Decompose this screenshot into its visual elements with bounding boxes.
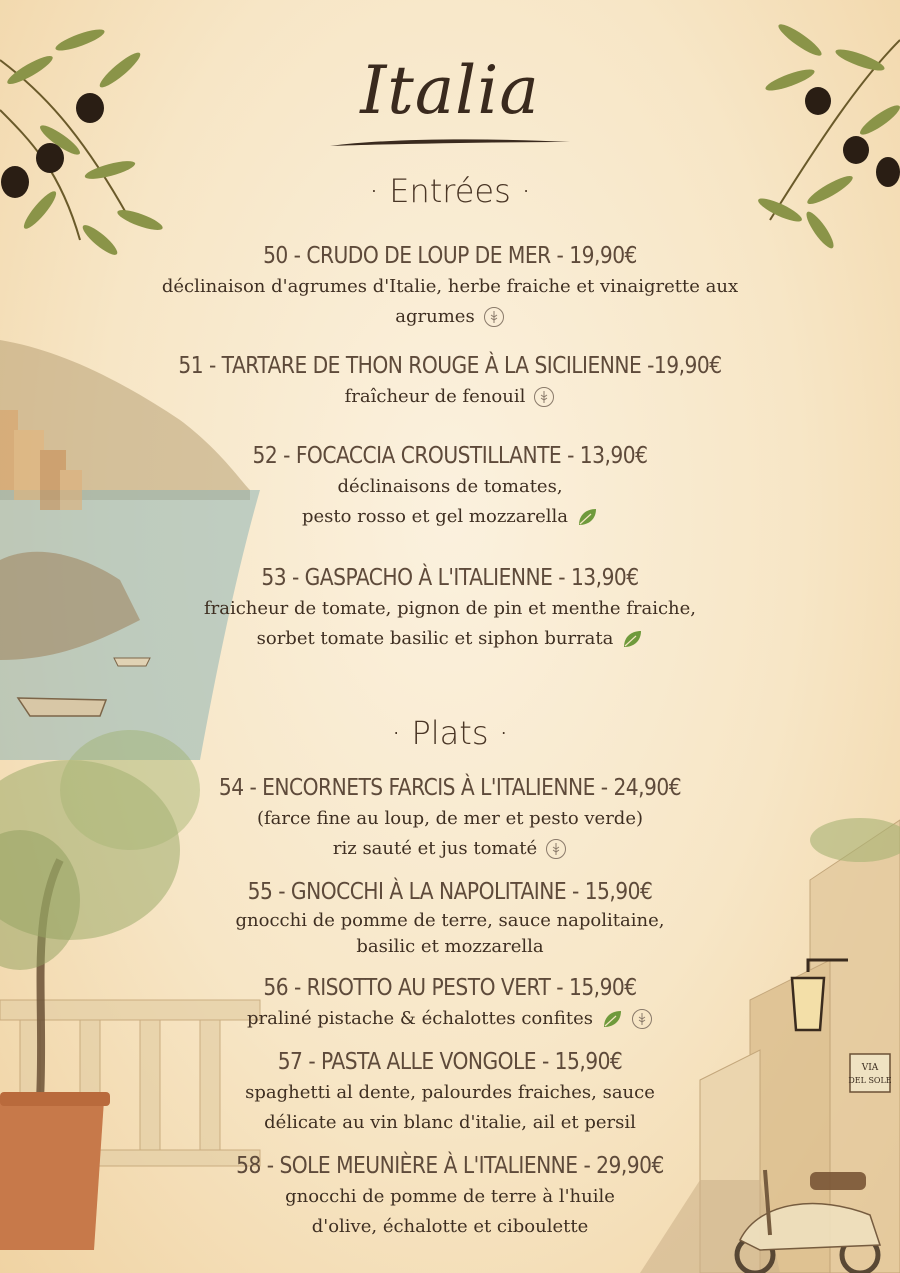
dish-heading: 58 - SOLE MEUNIÈRE À L'ITALIENNE - 29,90€	[236, 1153, 664, 1179]
dish-name: 56 - RISOTTO AU PESTO VERT	[263, 975, 551, 1001]
title-flourish	[330, 136, 570, 150]
dish-name: 58 - SOLE MEUNIÈRE À L'ITALIENNE	[236, 1153, 578, 1179]
dish-description-line: d'olive, échalotte et ciboulette	[311, 1216, 589, 1237]
dish-58	[120, 1150, 780, 1242]
street-sign-line-1: VIA	[861, 1063, 879, 1073]
gluten-free-icon	[483, 306, 505, 328]
dish-description-line: fraîcheur de fenouil	[344, 386, 526, 407]
vegetarian-leaf-icon	[621, 628, 643, 650]
dish-description-line: déclinaison d'agrumes d'Italie, herbe fraiche et vinaigrette aux	[161, 276, 739, 297]
dish-price: 24,90€	[613, 775, 682, 801]
street-sign-line-2: DEL SOLE	[848, 1076, 892, 1085]
dish-56	[120, 972, 780, 1034]
dish-description-line: basilic et mozzarella	[356, 936, 544, 957]
dish-heading: 52 - FOCACCIA CROUSTILLANTE - 13,90€	[252, 443, 648, 469]
vegetarian-leaf-icon	[601, 1008, 623, 1030]
vegetarian-leaf-icon	[576, 506, 598, 528]
dish-price: 19,90€	[569, 243, 637, 269]
dish-52	[120, 440, 780, 532]
dish-name: 55 - GNOCCHI À LA NAPOLITAINE	[247, 879, 567, 905]
dish-price: 15,90€	[554, 1049, 623, 1075]
dish-description	[120, 804, 780, 864]
dish-heading: 56 - RISOTTO AU PESTO VERT - 15,90€	[263, 975, 637, 1001]
dish-description	[120, 382, 780, 412]
dish-description-line: riz sauté et jus tomaté	[332, 838, 538, 859]
dish-name: 53 - GASPACHO À L'ITALIENNE	[261, 565, 553, 591]
dish-heading: 50 - CRUDO DE LOUP DE MER - 19,90€	[263, 243, 637, 269]
dish-description	[120, 908, 780, 960]
dish-heading: 54 - ENCORNETS FARCIS À L'ITALIENNE - 24,90€	[218, 775, 682, 801]
dish-price: 13,90€	[579, 443, 648, 469]
dish-description	[120, 472, 780, 532]
gluten-free-icon	[545, 838, 567, 860]
dish-name: 57 - PASTA ALLE VONGOLE	[277, 1049, 537, 1075]
dish-heading: 55 - GNOCCHI À LA NAPOLITAINE - 15,90€	[247, 879, 653, 905]
gluten-free-icon	[631, 1008, 653, 1030]
dish-57	[120, 1046, 780, 1138]
dish-53	[120, 562, 780, 654]
dish-price: 15,90€	[568, 975, 637, 1001]
dish-description-line: délicate au vin blanc d'italie, ail et persil	[264, 1112, 636, 1133]
dish-heading: 53 - GASPACHO À L'ITALIENNE - 13,90€	[261, 565, 639, 591]
dish-description-line: déclinaisons de tomates,	[337, 476, 563, 497]
dish-description-line: gnocchi de pomme de terre à l'huile	[285, 1186, 615, 1207]
dish-54	[120, 772, 780, 864]
dish-price: 29,90€	[596, 1153, 664, 1179]
dish-description	[120, 1078, 780, 1138]
gluten-free-icon	[533, 386, 555, 408]
dish-price: 13,90€	[570, 565, 639, 591]
dish-name: 52 - FOCACCIA CROUSTILLANTE	[252, 443, 562, 469]
dish-name: 50 - CRUDO DE LOUP DE MER	[263, 243, 551, 269]
dish-description-line: sorbet tomate basilic et siphon burrata	[256, 628, 614, 649]
dish-heading: 51 - TARTARE DE THON ROUGE À LA SICILIENNE -19,90€	[178, 353, 722, 379]
dish-description-line: pesto rosso et gel mozzarella	[301, 506, 569, 527]
dish-price: 15,90€	[584, 879, 653, 905]
section-title-entrees: · Entrées ·	[368, 172, 532, 210]
dish-price: 19,90€	[653, 353, 722, 379]
dish-51	[120, 350, 780, 412]
dish-heading: 57 - PASTA ALLE VONGOLE - 15,90€	[277, 1049, 623, 1075]
menu-title: Italia	[360, 52, 540, 129]
dish-description	[120, 594, 780, 654]
dish-description-line: fraicheur de tomate, pignon de pin et menthe fraiche,	[203, 598, 697, 619]
dish-description-line: agrumes	[395, 306, 475, 327]
dish-name: 51 - TARTARE DE THON ROUGE À LA SICILIENNE	[178, 353, 642, 379]
dish-55	[120, 876, 780, 960]
dish-50	[120, 240, 780, 332]
dish-description	[120, 1182, 780, 1242]
dish-description-line: spaghetti al dente, palourdes fraiches, sauce	[245, 1082, 655, 1103]
dish-description	[120, 1004, 780, 1034]
dish-name: 54 - ENCORNETS FARCIS À L'ITALIENNE	[218, 775, 595, 801]
section-title-plats: · Plats ·	[391, 714, 509, 752]
dish-description-line: (farce fine au loup, de mer et pesto verde)	[256, 808, 644, 829]
dish-description-line: praliné pistache & échalottes confites	[247, 1008, 593, 1029]
dish-description-line: gnocchi de pomme de terre, sauce napolitaine,	[235, 910, 665, 931]
dish-description	[120, 272, 780, 332]
